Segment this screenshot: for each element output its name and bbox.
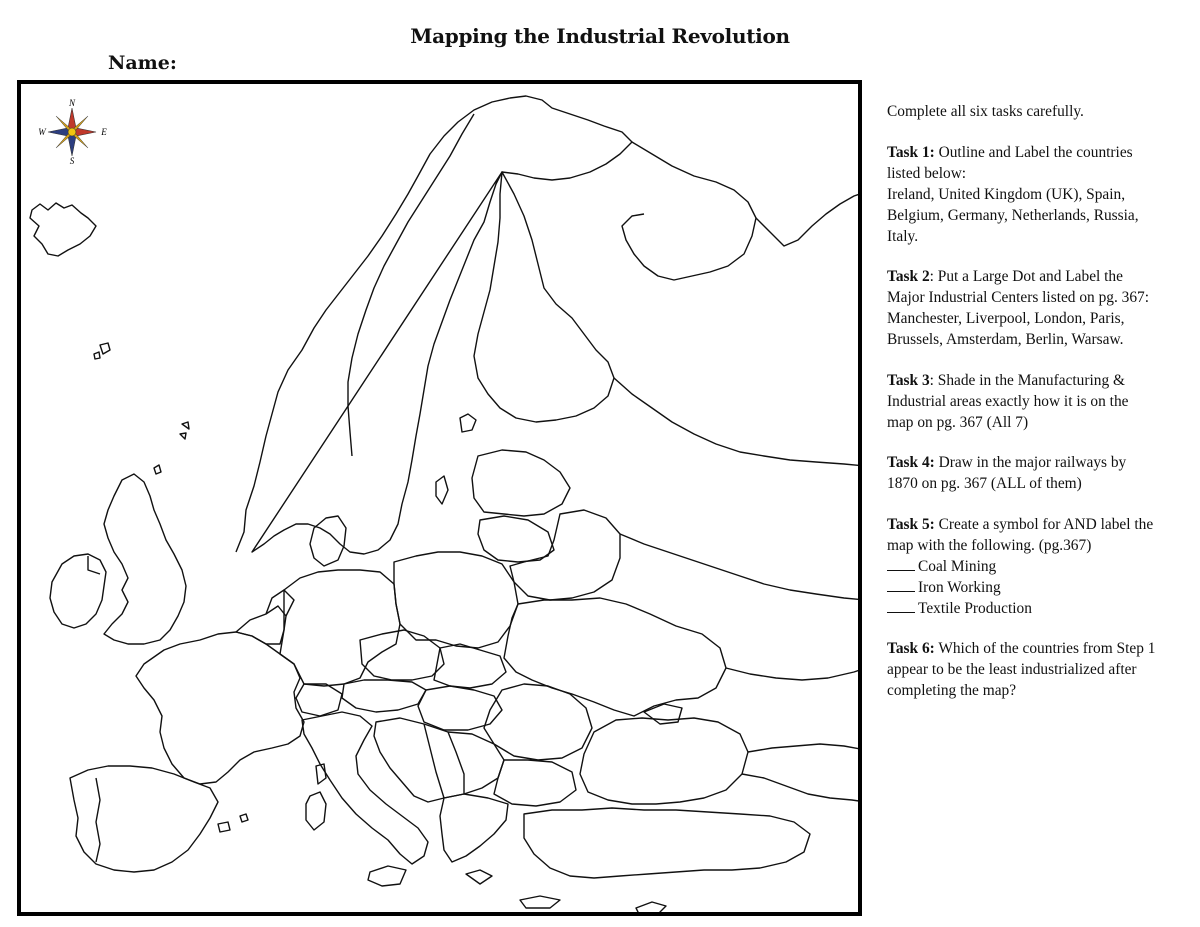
task-1-label: Task 1: [887,143,935,161]
compass-n: N [68,98,76,108]
compass-w: W [38,127,46,137]
task-5 [887,514,1157,619]
symbol-blank[interactable] [887,577,915,592]
germany-outline [280,570,400,686]
italy-outline [302,712,428,864]
task-3-text: : Shade in the Manufacturing & Industrial areas exactly how it is on the map on pg. 367 (All 7) [887,371,1129,431]
symbol-line-iron [887,577,1157,598]
task-1-text: Outline and Label the countries listed below: [887,143,1133,182]
task-6-label: Task 6: [887,640,935,657]
europe-outline-map [17,80,862,916]
symbol-blank[interactable] [887,556,915,571]
great-britain-outline [104,474,186,644]
task-1 [887,142,1157,247]
task-4-text: Draw in the major railways by 1870 on pg. 367 (ALL of them) [887,454,1127,492]
name-label: Name: [108,52,177,74]
task-4 [887,452,1157,494]
finland-outline [474,172,614,422]
task-5-text: Create a symbol for AND label the map with the following. (pg.367) [887,515,1154,554]
task-3-label: Task 3 [887,371,930,389]
item-coal-mining: Coal Mining [918,557,997,575]
task-5-label: Task 5: [887,515,935,533]
item-iron-working: Iron Working [918,578,1001,596]
task-1-list: Ireland, United Kingdom (UK), Spain, Belgium, Germany, Netherlands, Russia, Italy. [887,185,1139,245]
task-2-label: Task 2 [887,268,930,285]
benelux-outline [236,606,286,644]
task-2 [887,266,1157,350]
instructions-panel [887,101,1157,721]
worksheet-title: Mapping the Industrial Revolution [410,24,790,48]
task-2-text: : Put a Large Dot and Label the Major Industrial Centers listed on pg. 367: [887,268,1150,306]
turkey-outline [524,808,810,878]
task-6-text: Which of the countries from Step 1 appear to be the least industrialized after completing the map? [887,640,1156,699]
intro-text: Complete all six tasks carefully. [887,103,1084,120]
poland-outline [394,552,518,648]
compass-s: S [69,156,75,166]
task-2-list: Manchester, Liverpool, London, Paris, Brussels, Amsterdam, Berlin, Warsaw. [887,310,1125,348]
task-4-label: Task 4: [887,454,935,471]
france-outline [136,632,304,784]
symbol-blank[interactable] [887,598,915,613]
compass-rose-icon [36,96,110,166]
item-textile-production: Textile Production [918,599,1032,617]
iceland-outline [30,203,96,256]
task-3 [887,370,1157,433]
ukraine-outline [504,598,726,716]
task-6 [887,638,1157,701]
compass-e: E [101,127,107,137]
ireland-outline [50,554,106,628]
symbol-line-coal [887,556,1157,577]
scandinavia-outline [236,96,632,552]
map-outline-drawing [21,84,862,916]
denmark-outline [310,516,346,566]
symbol-line-textile [887,598,1157,619]
